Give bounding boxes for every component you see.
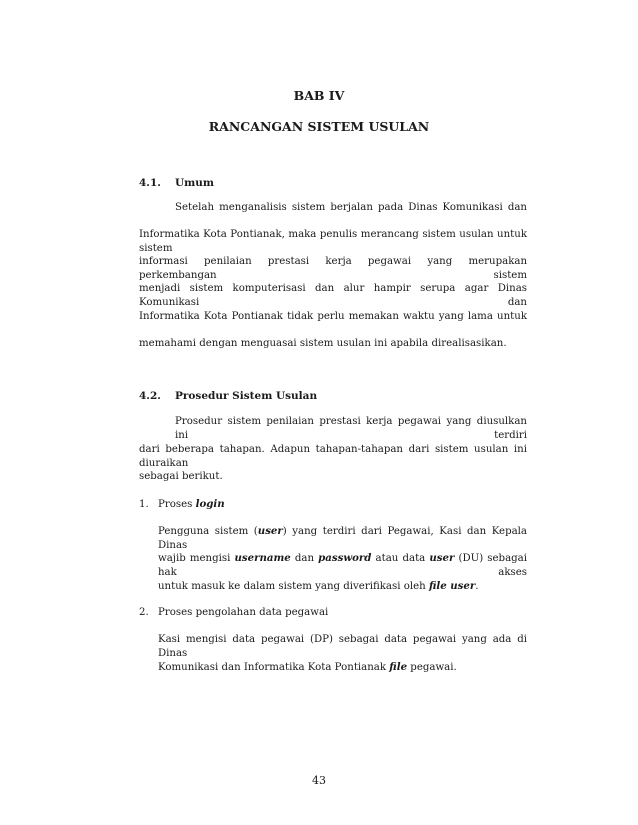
paragraph-line <box>158 551 528 578</box>
paragraph-line <box>158 579 479 593</box>
italic-term: user <box>257 525 283 537</box>
text-run: pegawai. <box>407 662 457 673</box>
text-run: Pengguna sistem ( <box>158 526 258 537</box>
paragraph-line: memahami dengan menguasai sistem usulan ini apabila direalisasikan. <box>139 338 507 349</box>
paragraph-line: sebagai berikut. <box>139 471 223 482</box>
list-label-italic: login <box>195 498 225 510</box>
text-run: wajib mengisi <box>158 553 235 564</box>
list-label: Proses <box>158 499 196 510</box>
text-run: dan <box>290 553 319 564</box>
section-title: Umum <box>175 177 215 189</box>
italic-term: file user <box>428 580 476 592</box>
section-heading-umum <box>139 177 214 189</box>
paragraph-line: dari beberapa tahapan. Adapun tahapan-tahapan dari sistem usulan ini diuraikan <box>139 444 527 469</box>
text-run: (DU) sebagai hak akses <box>158 553 528 578</box>
list-label: Proses pengolahan data pegawai <box>158 607 329 618</box>
chapter-title: RANCANGAN SISTEM USULAN <box>208 119 430 134</box>
paragraph-line <box>158 660 457 674</box>
paragraph-line: menjadi sistem komputerisasi dan alur hampir serupa agar Dinas Komunikasi dan <box>139 283 527 308</box>
list-item-login <box>139 497 225 511</box>
italic-term: password <box>318 552 372 564</box>
text-run: Komunikasi dan Informatika Kota Pontianak <box>158 662 390 673</box>
paragraph-line: Setelah menganalisis sistem berjalan pada Dinas Komunikasi dan <box>175 202 527 213</box>
paragraph-line: Informatika Kota Pontianak tidak perlu memakan waktu yang lama untuk <box>139 311 527 322</box>
list-number: 1. <box>139 499 149 510</box>
paragraph-line: Prosedur sistem penilaian prestasi kerja pegawai yang diusulkan ini terdiri <box>175 416 527 441</box>
section-number: 4.1. <box>139 177 161 189</box>
paragraph-line: informasi penilaian prestasi kerja pegawai yang merupakan perkembangan sistem <box>139 256 527 281</box>
section-number: 4.2. <box>139 390 161 402</box>
italic-term: user <box>429 552 455 564</box>
text-run: ) yang terdiri dari Pegawai, Kasi dan Kepala Dinas <box>158 526 527 551</box>
list-number: 2. <box>139 607 149 618</box>
paragraph-line: Informatika Kota Pontianak, maka penulis merancang sistem usulan untuk sistem <box>139 229 527 254</box>
text-run: atau data <box>371 553 430 564</box>
section-heading-prosedur <box>139 390 317 402</box>
page-number: 43 <box>312 774 326 787</box>
italic-term: file <box>389 661 408 673</box>
text-run: untuk masuk ke dalam sistem yang diverifikasi oleh <box>158 581 429 592</box>
section-title: Prosedur Sistem Usulan <box>175 390 318 402</box>
italic-term: username <box>234 552 291 564</box>
chapter-label: BAB IV <box>293 88 345 103</box>
paragraph-line <box>158 524 527 551</box>
paragraph-line: Kasi mengisi data pegawai (DP) sebagai data pegawai yang ada di Dinas <box>158 634 527 659</box>
text-run: . <box>475 581 479 592</box>
list-item-pengolahan <box>139 606 328 620</box>
